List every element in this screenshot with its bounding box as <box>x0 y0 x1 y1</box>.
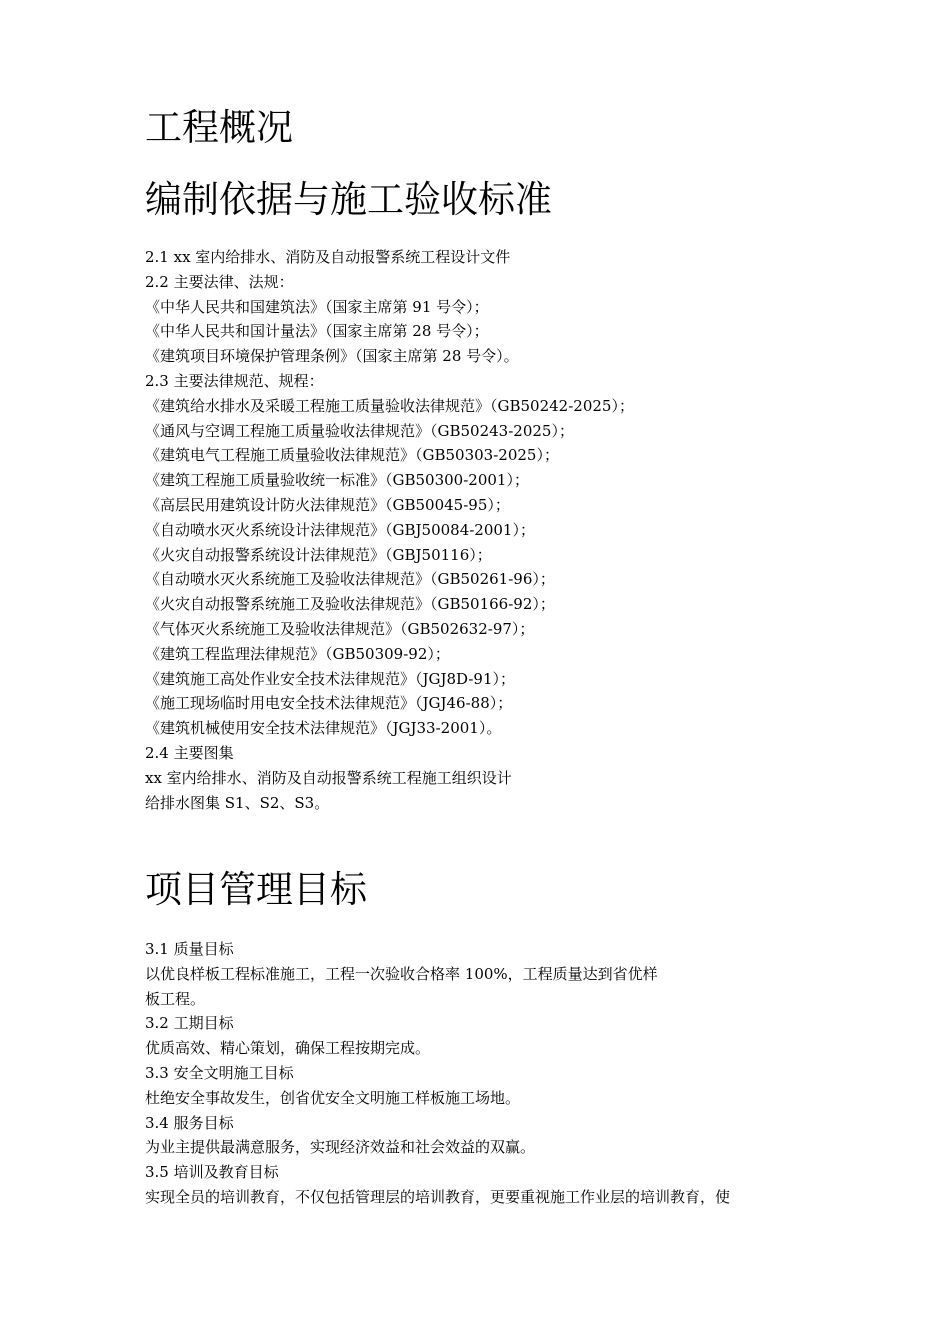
basis-line: 《自动喷水灭火系统施工及验收法律规范》（GB50261-96）； <box>145 570 555 589</box>
basis-section-body <box>145 245 825 815</box>
basis-line: 《通风与空调工程施工质量验收法律规范》（GB50243-2025）； <box>145 421 574 440</box>
goals-line: 以优良样板工程标准施工，工程一次验收合格率 100%，工程质量达到省优样 <box>145 964 658 983</box>
basis-line: 《火灾自动报警系统设计法律规范》（GBJ50116）； <box>145 545 492 564</box>
basis-line: 《建筑项目环境保护管理条例》（国家主席第 28 号令）。 <box>145 347 519 366</box>
basis-line: 2.3 主要法律规范、规程： <box>145 371 324 390</box>
basis-line: 2.4 主要图集 <box>145 743 234 762</box>
basis-line: xx 室内给排水、消防及自动报警系统工程施工组织设计 <box>145 768 512 787</box>
goals-line: 板工程。 <box>145 989 206 1008</box>
basis-line: 《自动喷水灭火系统设计法律规范》（GBJ50084-2001）； <box>145 520 535 539</box>
goals-section-body <box>145 937 825 1210</box>
basis-line: 《建筑工程监理法律规范》（GB50309-92）； <box>145 644 450 663</box>
goals-line: 3.5 培训及教育目标 <box>145 1163 279 1182</box>
goals-line: 3.2 工期目标 <box>145 1014 234 1033</box>
goals-line: 优质高效、精心策划，确保工程按期完成。 <box>145 1039 431 1058</box>
heading-compilation-basis: 编制依据与施工验收标准 <box>145 178 552 221</box>
goals-line: 实现全员的培训教育，不仅包括管理层的培训教育，更要重视施工作业层的培训教育，使 <box>145 1187 731 1206</box>
basis-line: 《气体灭火系统施工及验收法律规范》（GB502632-97）； <box>145 619 535 638</box>
basis-line: 《建筑施工高处作业安全技术法律规范》（JGJ8D-91）； <box>145 669 516 688</box>
basis-line: 2.1 xx 室内给排水、消防及自动报警系统工程设计文件 <box>145 248 511 266</box>
basis-line: 《建筑给水排水及采暖工程施工质量验收法律规范》（GB50242-2025）； <box>145 396 634 415</box>
basis-line: 《施工现场临时用电安全技术法律规范》（JGJ46-88）； <box>145 694 513 713</box>
heading-management-goals: 项目管理目标 <box>145 868 367 911</box>
basis-line: 《建筑电气工程施工质量验收法律规范》（GB50303-2025）； <box>145 446 559 465</box>
basis-line: 《火灾自动报警系统施工及验收法律规范》（GB50166-92）； <box>145 595 555 614</box>
basis-line: 《建筑工程施工质量验收统一标准》（GB50300-2001）； <box>145 471 529 490</box>
heading-project-overview: 工程概况 <box>145 106 293 149</box>
goals-line: 3.1 质量目标 <box>145 940 234 958</box>
goals-line: 为业主提供最满意服务，实现经济效益和社会效益的双赢。 <box>145 1138 536 1157</box>
basis-line: 《中华人民共和国建筑法》（国家主席第 91 号令）； <box>145 297 489 316</box>
basis-line: 《建筑机械使用安全技术法律规范》（JGJ33-2001）。 <box>145 719 502 738</box>
basis-line: 2.2 主要法律、法规： <box>145 272 294 291</box>
goals-line: 3.4 服务目标 <box>145 1113 234 1132</box>
basis-line: 给排水图集 S1、S2、S3。 <box>145 793 330 812</box>
basis-line: 《高层民用建筑设计防火法律规范》（GB50045-95）； <box>145 495 510 514</box>
goals-line: 3.3 安全文明施工目标 <box>145 1063 294 1082</box>
goals-line: 杜绝安全事故发生，创省优安全文明施工样板施工场地。 <box>145 1088 521 1107</box>
basis-line: 《中华人民共和国计量法》（国家主席第 28 号令）； <box>145 322 489 341</box>
